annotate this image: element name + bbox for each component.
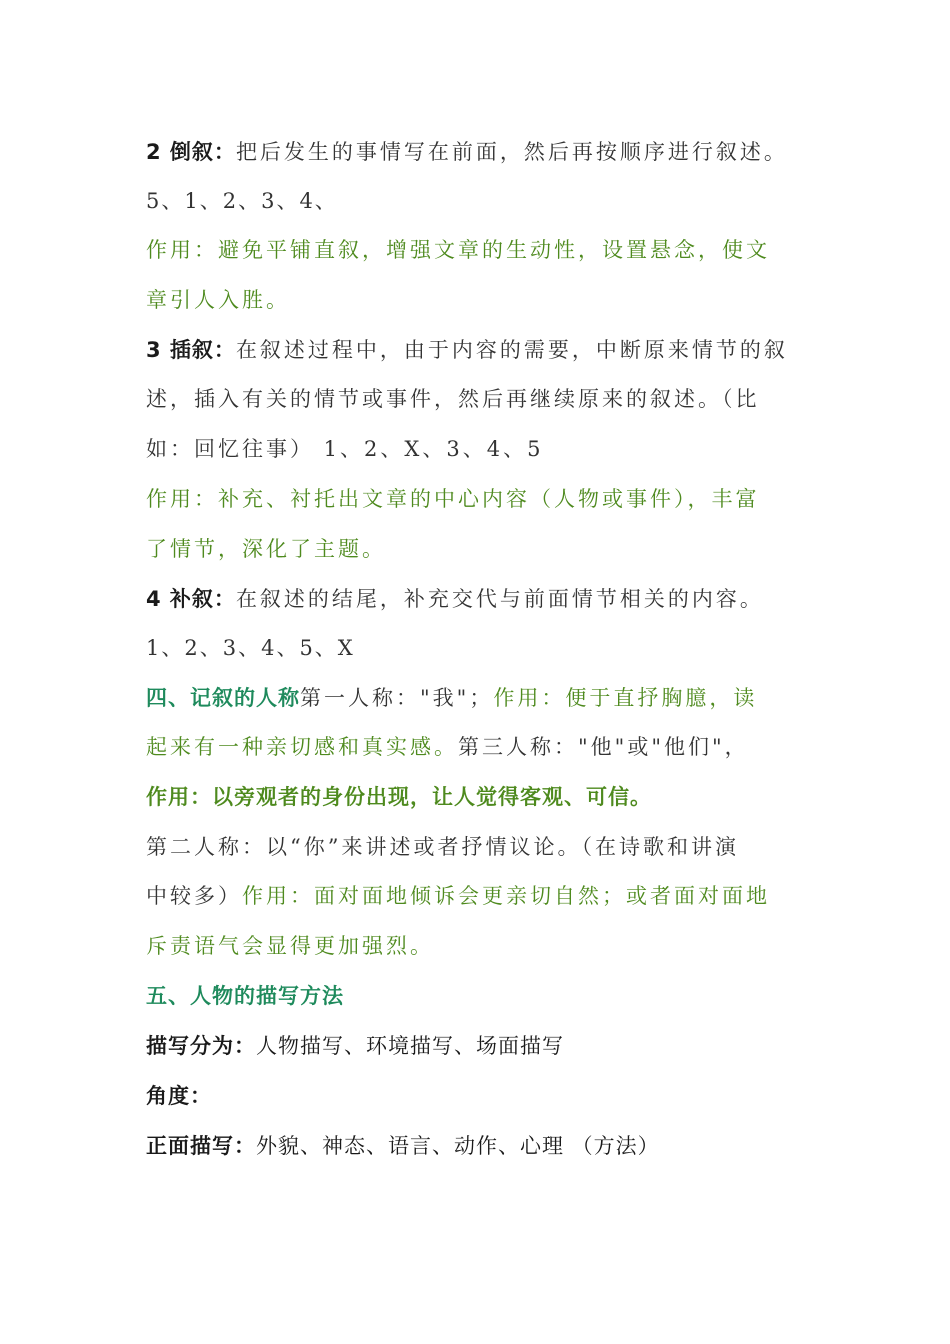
interjection-line3: 如：回忆往事） 1、2、X、3、4、5 — [146, 437, 544, 461]
flashback-sequence: 5、1、2、3、4、 — [146, 189, 338, 213]
supplement-text: 在叙述的结尾，补充交代与前面情节相关的内容。 — [235, 587, 764, 611]
person-section-line1 — [146, 678, 826, 718]
person-section-line2 — [146, 727, 826, 767]
interjection-line — [146, 330, 826, 370]
description-types-label: 描写分为： — [146, 1034, 256, 1058]
angle-line — [146, 1076, 826, 1116]
flashback-text: 把后发生的事情写在前面，然后再按顺序进行叙述。 — [235, 140, 788, 164]
first-person-effect-cont: 起来有一种亲切感和真实感。 — [146, 735, 458, 759]
second-person-cont: 中较多） — [146, 884, 242, 908]
supplement-line — [146, 579, 826, 619]
interjection-text: 在叙述过程中，由于内容的需要，中断原来情节的叙 — [235, 338, 788, 362]
flashback-line — [146, 132, 826, 172]
flashback-effect-line1: 作用：避免平铺直叙，增强文章的生动性，设置悬念，使文 — [146, 238, 770, 262]
supplement-sequence: 1、2、3、4、5、X — [146, 636, 355, 660]
flashback-label: 2 倒叙： — [146, 140, 236, 164]
description-types-text: 人物描写、环境描写、场面描写 — [256, 1034, 564, 1058]
angle-label: 角度： — [146, 1084, 212, 1108]
second-person-line1: 第二人称：以“你”来讲述或者抒情议论。（在诗歌和讲演 — [146, 835, 739, 859]
description-types-line — [146, 1026, 826, 1066]
direct-description-label: 正面描写： — [146, 1134, 256, 1158]
direct-description-text: 外貌、神态、语言、动作、心理 （方法） — [256, 1134, 660, 1158]
person-section-heading: 四、记叙的人称 — [146, 686, 300, 710]
third-person-effect: 作用：以旁观者的身份出现，让人觉得客观、可信。 — [146, 785, 652, 809]
interjection-effect-line1: 作用：补充、衬托出文章的中心内容（人物或事件），丰富 — [146, 487, 760, 511]
second-person-line2 — [146, 876, 826, 916]
description-section-heading: 五、人物的描写方法 — [146, 984, 344, 1008]
second-person-effect: 作用：面对面地倾诉会更亲切自然；或者面对面地 — [242, 884, 770, 908]
first-person-text: 第一人称："我"； — [300, 686, 494, 710]
interjection-label: 3 插叙： — [146, 338, 236, 362]
interjection-line2: 述，插入有关的情节或事件，然后再继续原来的叙述。（比 — [146, 387, 760, 411]
direct-description-line — [146, 1126, 826, 1166]
flashback-effect-line2: 章引人入胜。 — [146, 288, 290, 312]
first-person-effect: 作用：便于直抒胸臆，读 — [493, 686, 758, 710]
third-person-text: 第三人称："他"或"他们"， — [458, 735, 749, 759]
interjection-effect-line2: 了情节，深化了主题。 — [146, 537, 386, 561]
second-person-effect-cont: 斥责语气会显得更加强烈。 — [146, 934, 434, 958]
supplement-label: 4 补叙： — [146, 587, 236, 611]
